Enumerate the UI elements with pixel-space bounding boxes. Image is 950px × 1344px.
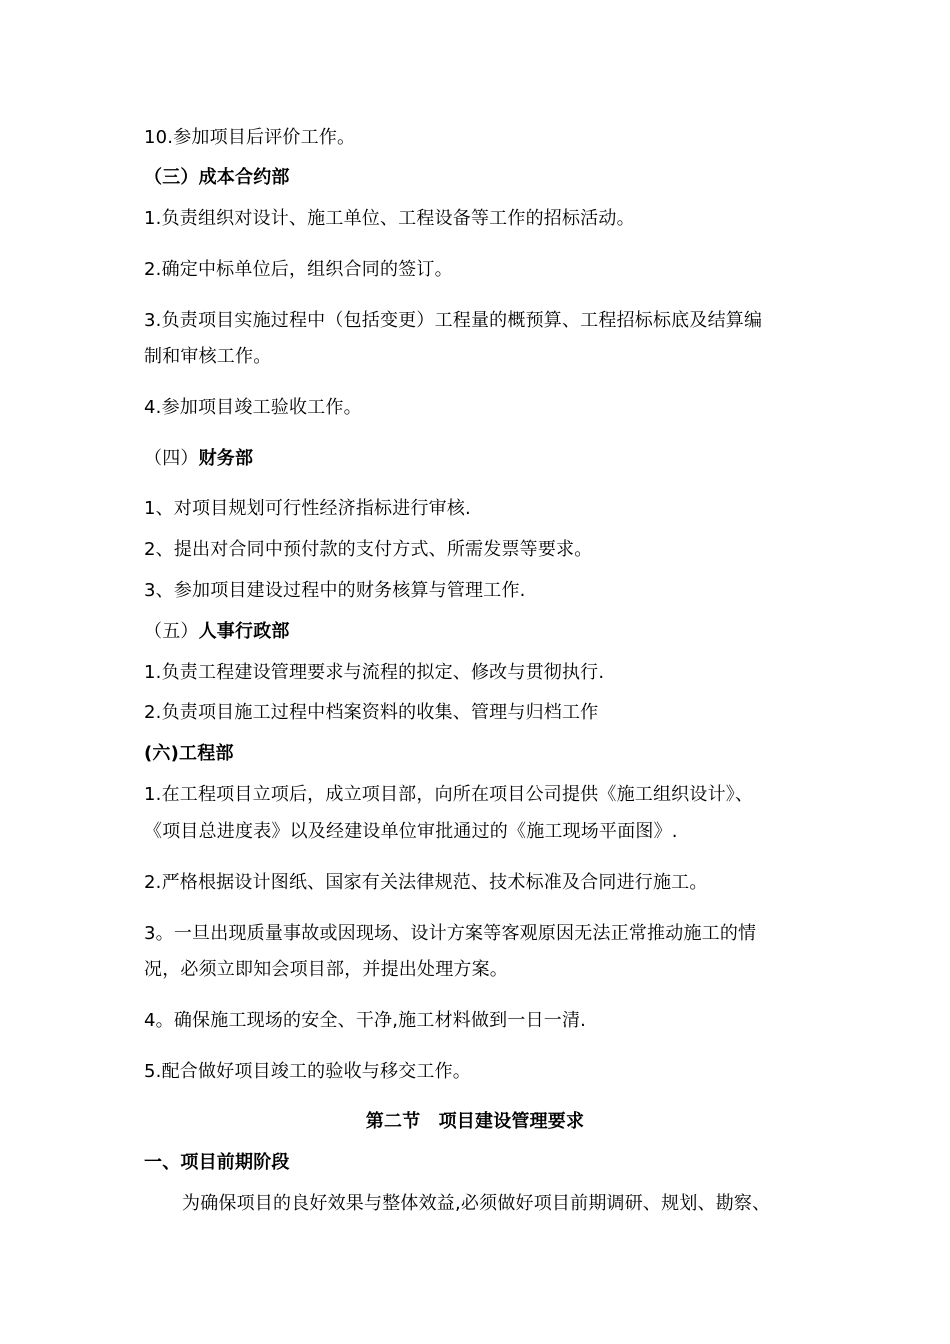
section-heading-hr-admin	[144, 620, 290, 644]
item-process-drafting: 1.负责工程建设管理要求与流程的拟定、修改与贯彻执行.	[144, 662, 605, 683]
section-title: 人事行政部	[198, 621, 290, 642]
item-incident-line2: 况，必须立即知会项目部，并提出处理方案。	[144, 959, 508, 980]
item-financial-accounting: 3、参加项目建设过程中的财务核算与管理工作.	[144, 580, 526, 601]
subsection-heading: 一、项目前期阶段	[144, 1152, 290, 1173]
item-construct-per-design: 2.严格根据设计图纸、国家有关法律规范、技术标准及合同进行施工。	[144, 872, 708, 893]
body-paragraph: 为确保项目的良好效果与整体效益,必须做好项目前期调研、规划、勘察、	[182, 1193, 771, 1214]
chapter-section-title: 第二节 项目建设管理要求	[365, 1111, 585, 1132]
section-number: （四）	[144, 448, 199, 469]
section-number: （五）	[144, 621, 199, 642]
item-handover: 5.配合做好项目竣工的验收与移交工作。	[144, 1061, 471, 1082]
item-project-setup-line1: 1.在工程项目立项后，成立项目部，向所在项目公司提供《施工组织设计》、	[144, 784, 754, 805]
item-budget-line1: 3.负责项目实施过程中（包括变更）工程量的概预算、工程招标标底及结算编	[144, 310, 763, 331]
item-budget-line2: 制和审核工作。	[144, 346, 272, 367]
item-contract-signing: 2.确定中标单位后，组织合同的签订。	[144, 259, 453, 280]
item-project-setup-line2: 《项目总进度表》以及经建设单位审批通过的《施工现场平面图》.	[144, 821, 678, 842]
item-completion-acceptance: 4.参加项目竣工验收工作。	[144, 397, 362, 418]
item-tendering: 1.负责组织对设计、施工单位、工程设备等工作的招标活动。	[144, 208, 635, 229]
section-heading-cost-contract: （三）成本合约部	[144, 167, 290, 188]
item-archive-management: 2.负责项目施工过程中档案资料的收集、管理与归档工作	[144, 702, 599, 723]
item-payment-terms: 2、提出对合同中预付款的支付方式、所需发票等要求。	[144, 539, 593, 560]
item-post-evaluation: 10.参加项目后评价工作。	[144, 127, 356, 148]
item-incident-line1: 3。一旦出现质量事故或因现场、设计方案等客观原因无法正常推动施工的情	[144, 923, 757, 944]
section-heading-finance	[144, 447, 253, 471]
item-site-safety: 4。确保施工现场的安全、干净,施工材料做到一日一清.	[144, 1010, 587, 1031]
section-title: 财务部	[198, 448, 254, 469]
section-heading-engineering: (六)工程部	[144, 743, 234, 764]
item-feasibility-review: 1、对项目规划可行性经济指标进行审核.	[144, 498, 471, 519]
